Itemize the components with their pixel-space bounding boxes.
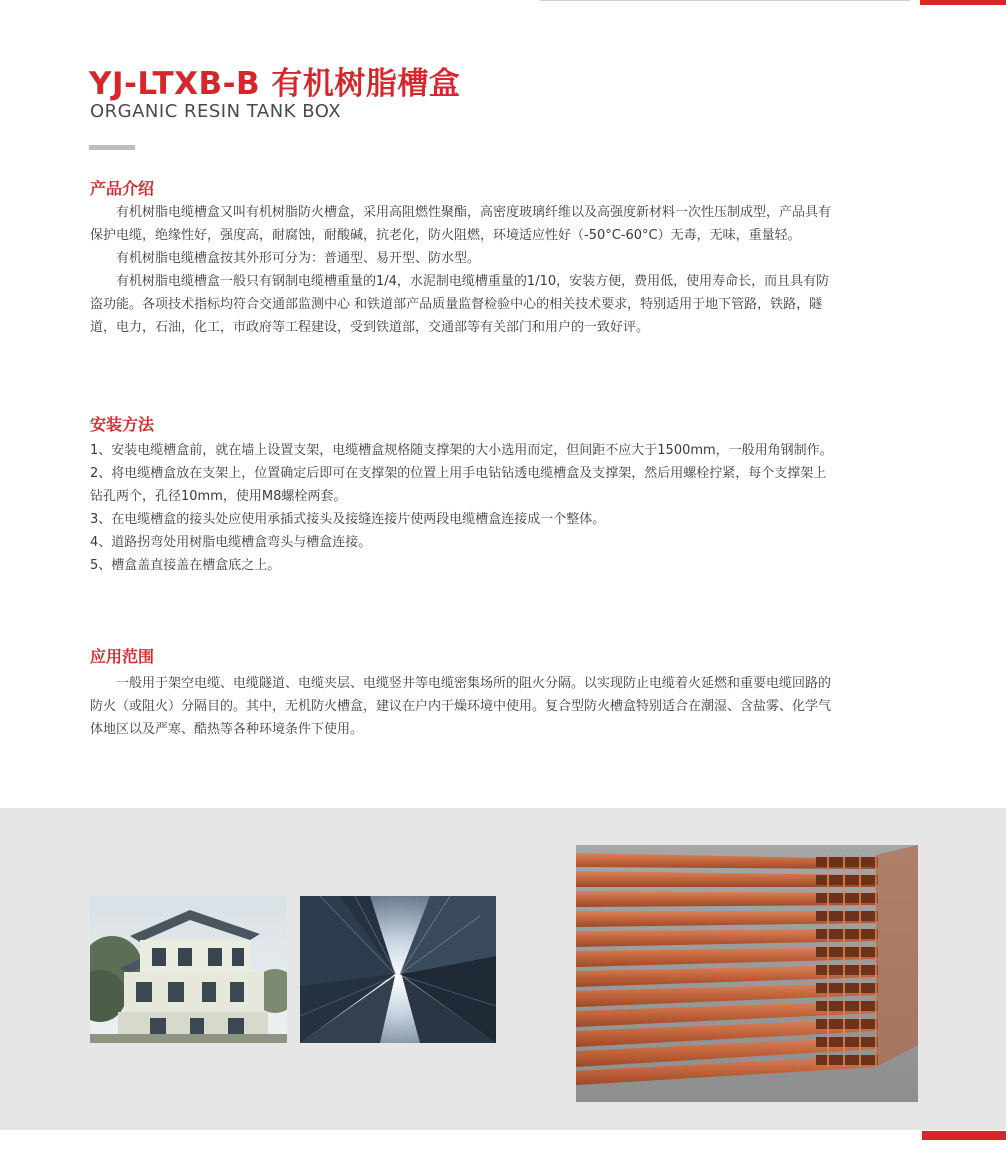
bottom-accent-bar [922,1131,1006,1140]
install-step: 4、道路拐弯处用树脂电缆槽盒弯头与槽盒连接。 [90,535,372,550]
install-step: 2、将电缆槽盒放在支架上，位置确定后即可在支撑架的位置上用手电钻钻透电缆槽盒及支撑架，然后用螺栓拧紧，每个支撑架上钻孔两个，孔径10mm，使用M8螺栓两套。 [90,466,827,504]
install-step: 5、槽盒盖直接盖在槽盒底之上。 [90,558,281,573]
page-subtitle: ORGANIC RESIN TANK BOX [90,101,342,122]
title-underline-bar [89,145,135,150]
intro-paragraph: 有机树脂电缆槽盒又叫有机树脂防火槽盒，采用高阻燃性聚酯，高密度玻璃纤维以及高强度新材料一次性压制成型，产品具有保护电缆，绝缘性好，强度高，耐腐蚀，耐酸碱，抗老化，防火阻燃，环境适应性好（-50°C-60°C）无毒，无味，重量轻。 [90,205,832,243]
resin-tray-stack-photo [576,845,918,1102]
intro-paragraph: 有机树脂电缆槽盒一般只有钢制电缆槽重量的1/4，水泥制电缆槽重量的1/10，安装方便，费用低，使用寿命长，而且具有防盗功能。各项技术指标均符合交通部监测中心 和铁道部产品质量监督检验中心的相关技术要求，特别适用于地下管路，铁路，隧道，电力，石油，化工，市政府等工程建设，受到铁道部，交通部等有关部门和用户的一致好评。 [90,274,830,335]
top-divider-line [540,0,910,1]
application-paragraph: 一般用于架空电缆、电缆隧道、电缆夹层、电缆竖井等电缆密集场所的阻火分隔。以实现防止电缆着火延燃和重要电缆回路的防火（或阻火）分隔目的。其中，无机防火槽盒，建议在户内干燥环境中使用。复合型防火槽盒特别适合在潮湿、含盐雾、化学气体地区以及严寒、酷热等各种环境条件下使用。 [90,676,832,737]
install-step: 3、在电缆槽盒的接头处应使用承插式接头及接缝连接片使两段电缆槽盒连接成一个整体。 [90,512,606,527]
top-accent-bar [920,0,1006,5]
page-title: YJ-LTXB-B 有机树脂槽盒 [89,66,461,102]
section-heading-application: 应用范围 [90,647,155,666]
intro-body [90,201,835,339]
application-body [90,672,835,741]
section-heading-intro: 产品介绍 [90,179,155,198]
building-photo [90,896,287,1043]
section-heading-install: 安装方法 [90,415,155,434]
skyscraper-photo [300,896,496,1043]
install-step: 1、安装电缆槽盒前，就在墙上设置支架，电缆槽盒规格随支撑架的大小选用而定，但间距不应大于1500mm，一般用角钢制作。 [90,443,833,458]
intro-paragraph: 有机树脂电缆槽盒按其外形可分为：普通型、易开型、防水型。 [116,251,481,266]
install-steps [90,439,835,577]
